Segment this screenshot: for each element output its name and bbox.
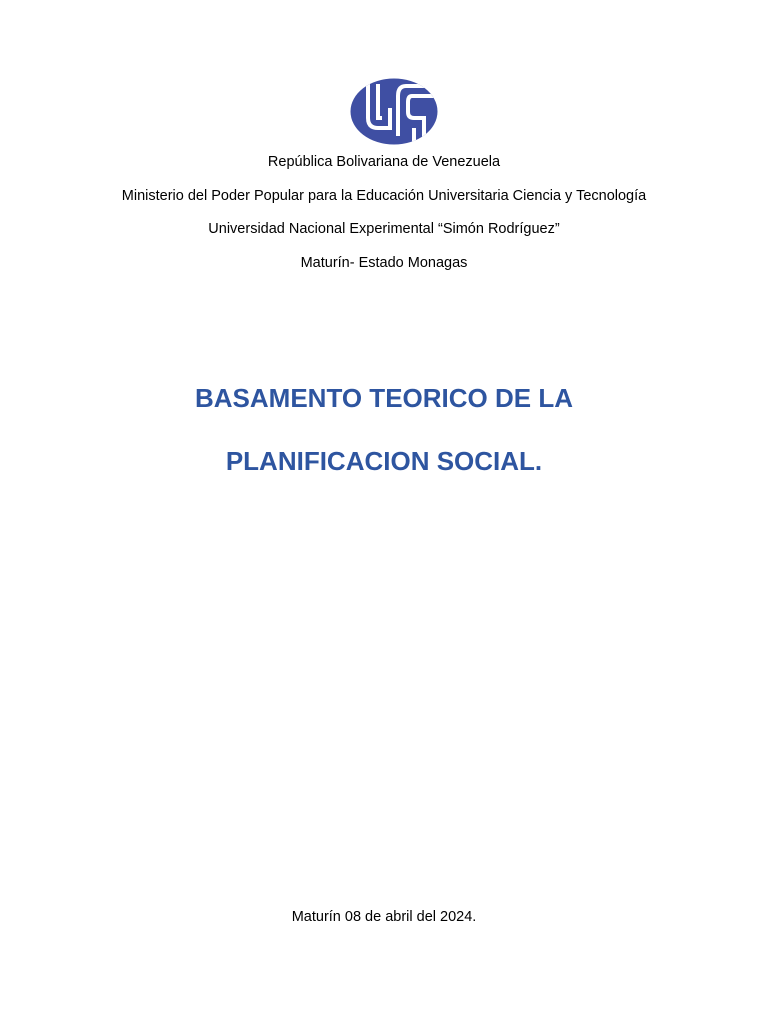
country-line: República Bolivariana de Venezuela (267, 154, 501, 170)
document-title-line-2: PLANIFICACION SOCIAL. (225, 446, 543, 476)
location-line: Maturín- Estado Monagas (300, 255, 468, 271)
document-title-line-1: BASAMENTO TEORICO DE LA (195, 383, 573, 413)
university-line: Universidad Nacional Experimental “Simón Rodríguez” (208, 221, 560, 237)
unesr-logo-icon (350, 78, 438, 145)
ministry-line: Ministerio del Poder Popular para la Educación Universitaria Ciencia y Tecnología (121, 188, 647, 204)
date-line: Maturín 08 de abril del 2024. (291, 909, 477, 925)
